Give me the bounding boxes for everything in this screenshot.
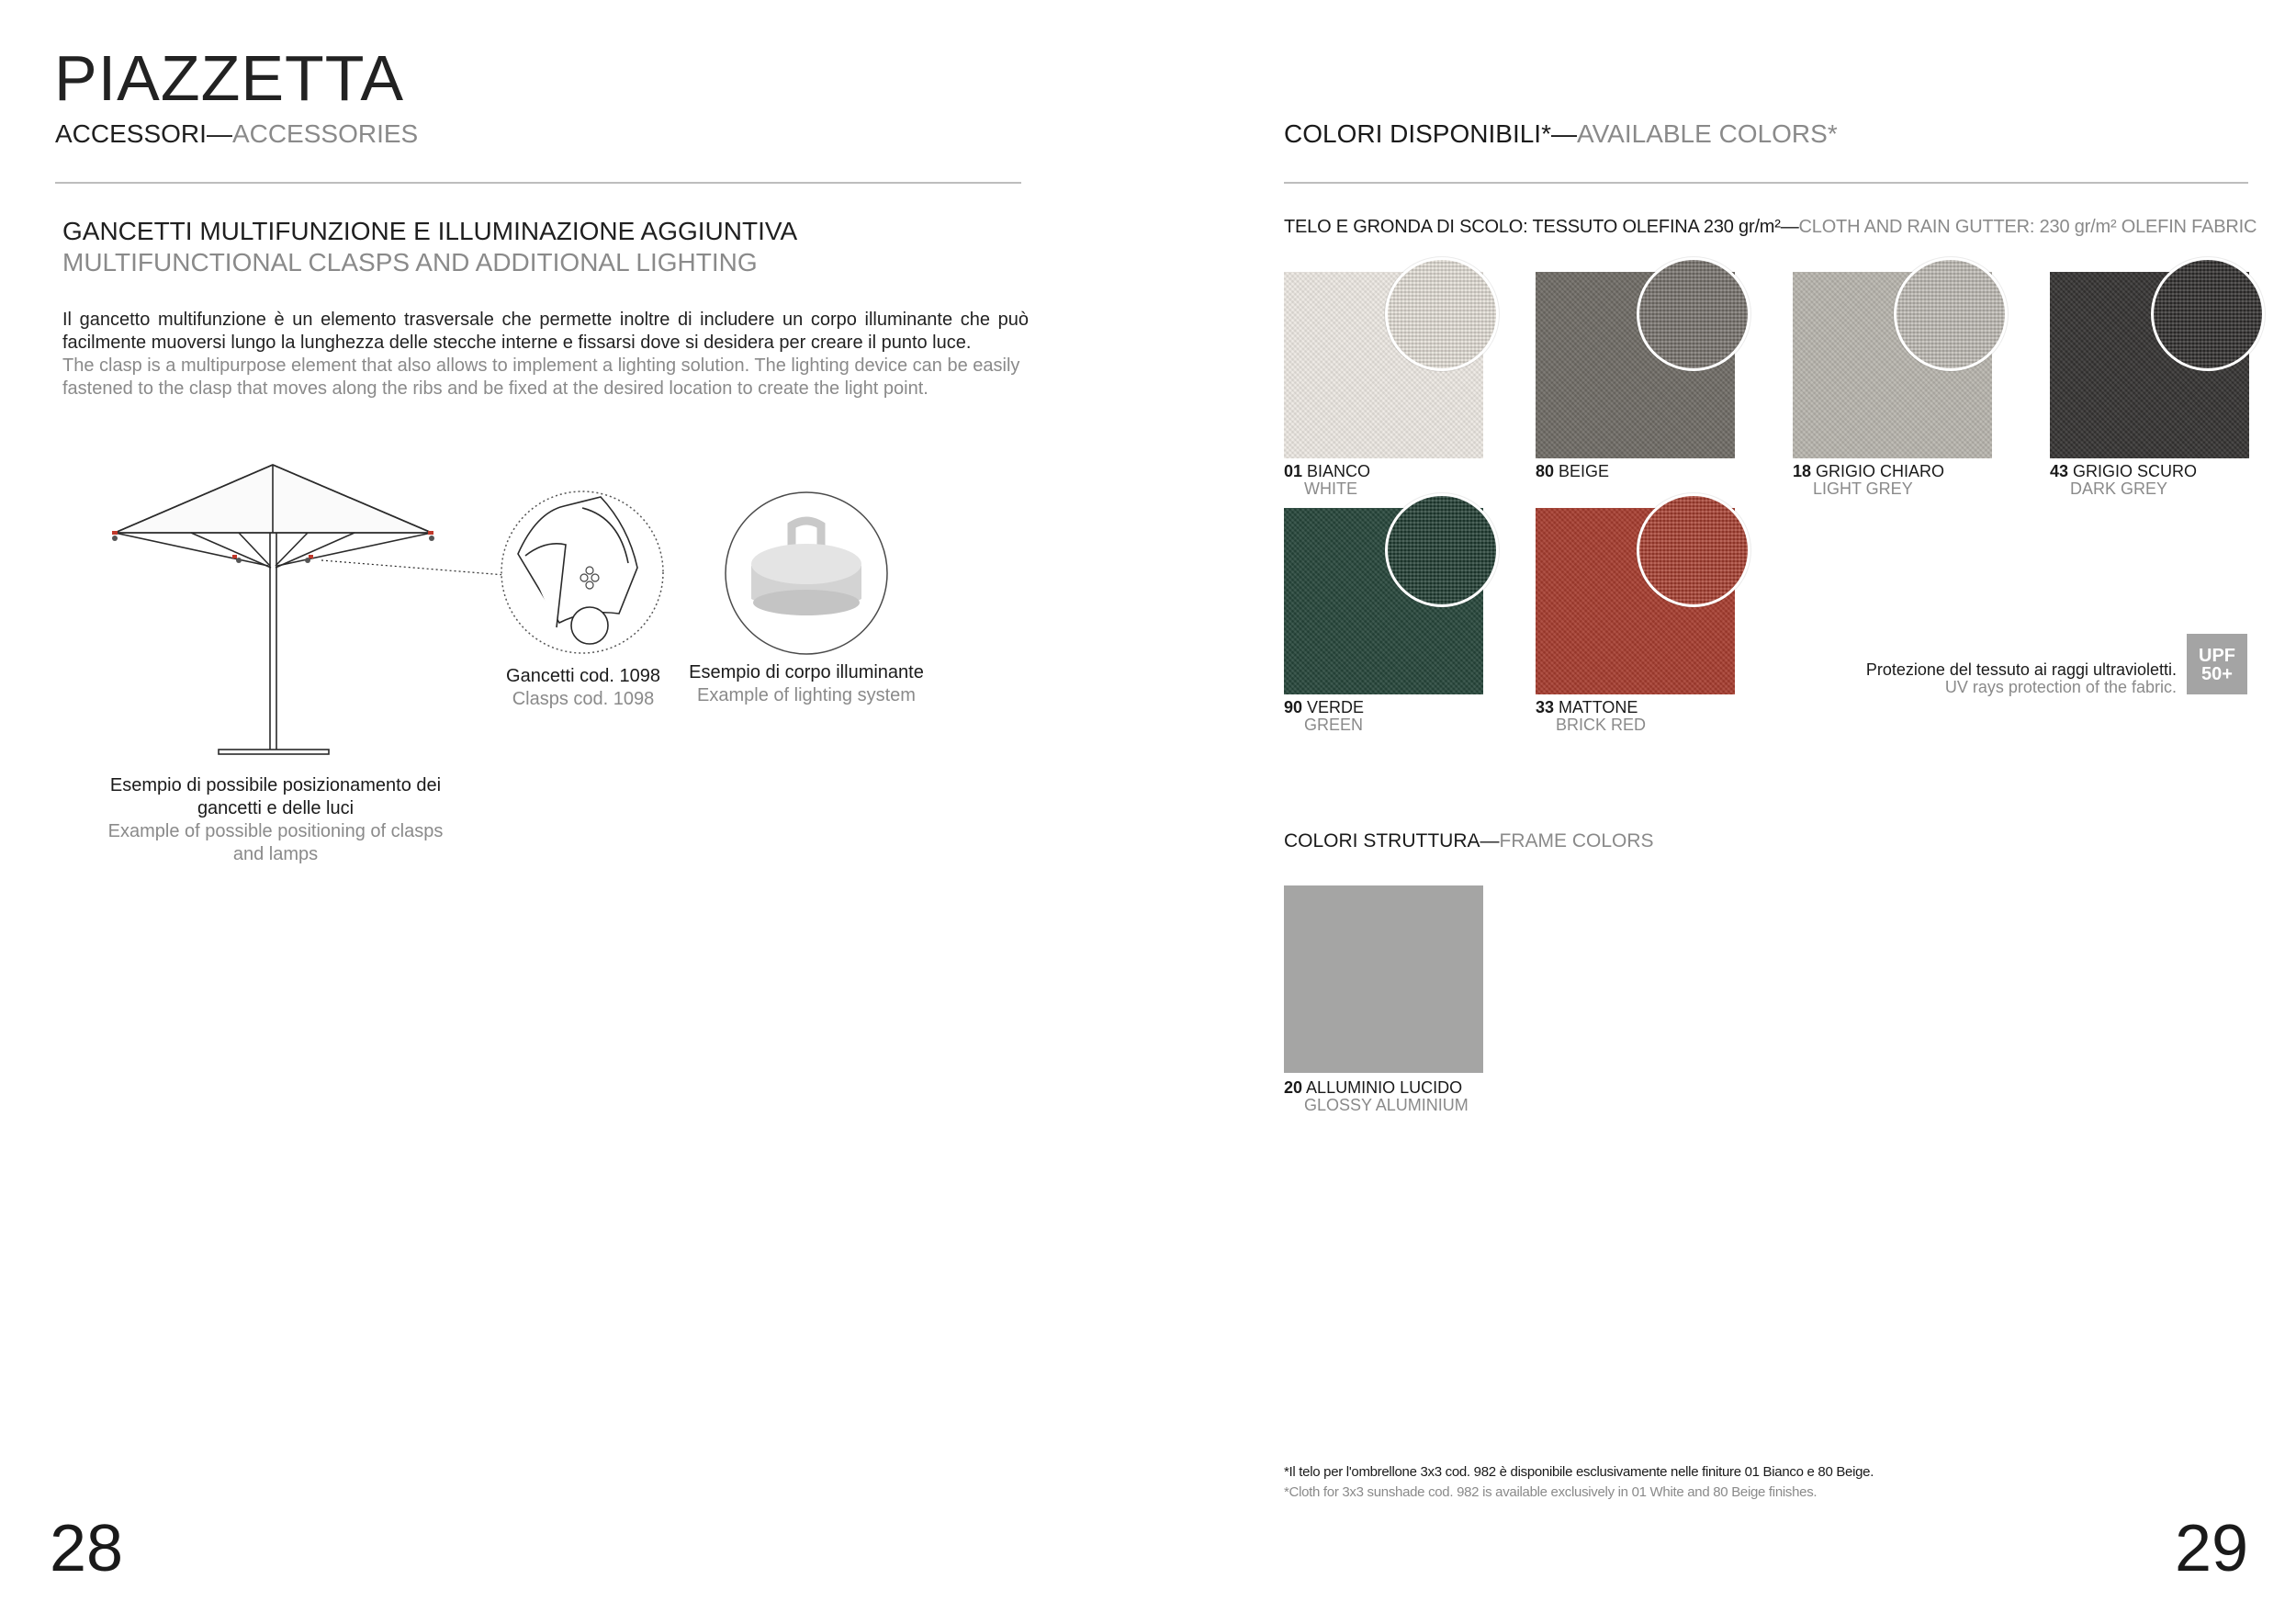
fabric-heading-separator: — [1780, 217, 1799, 237]
upf-value: 50+ [2201, 664, 2233, 684]
fabric-name-en: DARK GREY [2070, 479, 2168, 498]
fabric-name-it: MATTONE [1559, 698, 1638, 716]
lighting-detail-illustration [724, 491, 889, 656]
fabric-zoom-43 [2151, 257, 2265, 371]
umbrella-illustration [101, 457, 450, 765]
clasp-caption-en: Clasps cod. 1098 [512, 689, 655, 709]
page-title: PIAZZETTA [54, 42, 405, 114]
fabric-code: 90 [1284, 698, 1303, 716]
colors-title [1284, 119, 1838, 149]
fabric-name-it: VERDE [1307, 698, 1365, 716]
frame-heading-separator: — [1480, 830, 1500, 851]
frame-name-it: ALLUMINIO LUCIDO [1306, 1078, 1463, 1097]
footnote-it: *Il telo per l'ombrellone 3x3 cod. 982 è disponibile esclusivamente nelle finiture 01 Bianco e 80 Beige. [1284, 1464, 1874, 1480]
section-heading-it: GANCETTI MULTIFUNZIONE E ILLUMINAZIONE AGGIUNTIVA [62, 217, 798, 245]
fabric-label-33 [1536, 699, 1646, 734]
fabric-heading-en: CLOTH AND RAIN GUTTER: 230 gr/m² OLEFIN FABRIC [1798, 217, 2257, 237]
clasp-detail-illustration [500, 490, 665, 655]
frame-swatch-20 [1284, 885, 1483, 1073]
fabric-name-en: BRICK RED [1556, 716, 1647, 734]
fabric-name-it: BIANCO [1307, 462, 1371, 480]
fabric-label-90 [1284, 699, 1364, 734]
umbrella-caption-en: Example of possible positioning of clasps and lamps [107, 821, 444, 864]
upf-label: UPF [2199, 646, 2235, 666]
fabric-code: 43 [2050, 462, 2069, 480]
fabric-label-80 [1536, 463, 1609, 480]
uv-protection-it: Protezione del tessuto ai raggi ultravioletti. [1865, 660, 2177, 679]
umbrella-caption [92, 774, 459, 866]
fabric-zoom-18 [1894, 257, 2008, 371]
subtitle-en: ACCESSORIES [231, 119, 419, 148]
fabric-label-43 [2050, 463, 2197, 498]
lighting-caption [680, 661, 933, 707]
fabric-name-it: GRIGIO CHIARO [1816, 462, 1945, 480]
clasp-caption-it: Gancetti cod. 1098 [506, 666, 660, 686]
frame-name-en: GLOSSY ALUMINIUM [1304, 1096, 1469, 1114]
fabric-zoom-80 [1637, 257, 1750, 371]
colors-title-en: AVAILABLE COLORS* [1576, 119, 1838, 148]
lighting-caption-en: Example of lighting system [697, 685, 916, 705]
frame-heading [1284, 830, 1654, 852]
fabric-code: 33 [1536, 698, 1555, 716]
divider-left [55, 182, 1021, 184]
fabric-name-en: WHITE [1304, 479, 1357, 498]
body-text-it: Il gancetto multifunzione è un elemento trasversale che permette inoltre di includere un corpo illuminante che può facilmente muoversi lungo la lunghezza delle stecche interne e fissarsi dove si desidera per creare il punto luce. [62, 310, 1029, 353]
colors-title-separator: — [1550, 119, 1577, 148]
fabric-name-en: GREEN [1304, 716, 1364, 734]
fabric-zoom-33 [1637, 493, 1750, 607]
fabric-code: 80 [1536, 462, 1555, 480]
fabric-zoom-01 [1385, 257, 1499, 371]
clasp-caption [478, 665, 689, 711]
fabric-name-it: GRIGIO SCURO [2073, 462, 2198, 480]
frame-code: 20 [1284, 1078, 1303, 1097]
fabric-heading-it: TELO E GRONDA DI SCOLO: TESSUTO OLEFINA 230 gr/m² [1284, 217, 1781, 237]
uv-protection-en: UV rays protection of the fabric. [1944, 678, 2177, 696]
section-heading-en: MULTIFUNCTIONAL CLASPS AND ADDITIONAL LIGHTING [62, 248, 758, 276]
fabric-code: 01 [1284, 462, 1303, 480]
divider-right [1284, 182, 2248, 184]
footnote-en: *Cloth for 3x3 sunshade cod. 982 is available exclusively in 01 White and 80 Beige finishes. [1284, 1484, 1818, 1500]
frame-label-20 [1284, 1079, 1469, 1114]
page-subtitle [55, 119, 418, 149]
umbrella-caption-it: Esempio di possibile posizionamento dei gancetti e delle luci [109, 775, 442, 818]
colors-title-it: COLORI DISPONIBILI* [1284, 119, 1551, 148]
body-text-en: The clasp is a multipurpose element that also allows to implement a lighting solution. The lighting device can be easily fastened to the clasp that moves along the ribs and be fixed at the desired location to create the light point. [62, 355, 1020, 399]
frame-heading-en: FRAME COLORS [1499, 830, 1654, 851]
fabric-heading [1284, 217, 2257, 238]
page-number-right: 29 [2175, 1512, 2249, 1585]
fabric-name-en: LIGHT GREY [1813, 479, 1913, 498]
upf-badge [2187, 634, 2247, 694]
page-number-left: 28 [50, 1512, 124, 1585]
fabric-label-01 [1284, 463, 1370, 498]
subtitle-separator: — [206, 119, 232, 148]
lighting-caption-it: Esempio di corpo illuminante [689, 662, 924, 682]
subtitle-it: ACCESSORI [55, 119, 207, 148]
frame-heading-it: COLORI STRUTTURA [1284, 830, 1480, 851]
fabric-zoom-90 [1385, 493, 1499, 607]
fabric-code: 18 [1793, 462, 1812, 480]
fabric-label-18 [1793, 463, 1944, 498]
fabric-name-it: BEIGE [1559, 462, 1610, 480]
